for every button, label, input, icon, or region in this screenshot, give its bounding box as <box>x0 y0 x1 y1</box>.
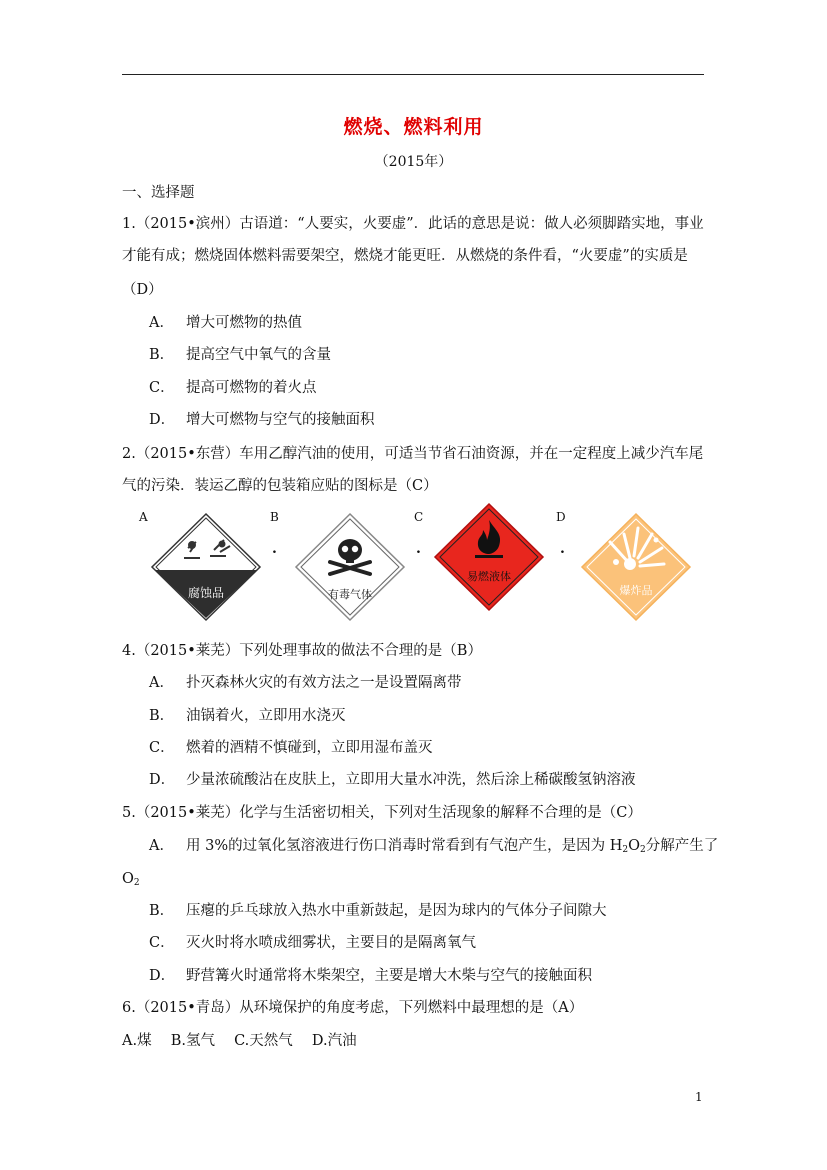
flammable-liquid-sign <box>433 502 545 612</box>
toxic-gas-sign <box>294 512 406 622</box>
q1-option-c: C． 提高可燃物的着火点 <box>149 380 317 396</box>
corrosive-sign <box>150 512 262 622</box>
q5-option-a-continuation: $O_2$ <box>122 871 140 888</box>
q1-line-1: 1.（2015•滨州）古语道：“人要实，火要虚”．此话的意思是说：做人必须脚踏实地，事业 <box>122 216 704 232</box>
q1-line-3: （D） <box>122 282 163 298</box>
q4-line-1: 4.（2015•莱芜）下列处理事故的做法不合理的是（B） <box>122 643 482 659</box>
q1-option-d: D． 增大可燃物与空气的接触面积 <box>149 412 375 428</box>
sign-label-b: B <box>270 510 279 524</box>
sign-label-c: C <box>414 510 424 524</box>
q4-option-d: D． 少量浓硫酸沾在皮肤上，立即用大量水冲洗，然后涂上稀碳酸氢钠溶液 <box>149 772 636 788</box>
q5-line-1: 5.（2015•莱芜）化学与生活密切相关，下列对生活现象的解释不合理的是（C） <box>122 805 642 821</box>
q2-line-2: 气的污染．装运乙醇的包装箱应贴的图标是（C） <box>122 478 438 494</box>
q4-option-c: C． 燃着的酒精不慎碰到，立即用湿布盖灭 <box>149 740 433 756</box>
q5-option-c: C． 灭火时将水喷成细雾状，主要目的是隔离氧气 <box>149 935 476 951</box>
q1-option-b: B． 提高空气中氧气的含量 <box>149 347 331 363</box>
q4-option-a: A． 扑灭森林火灾的有效方法之一是设置隔离带 <box>149 675 462 691</box>
toxic-gas-text: 有毒气体 <box>328 588 372 601</box>
section-heading: 一、选择题 <box>122 185 195 201</box>
q6-line-1: 6.（2015•青岛）从环境保护的角度考虑，下列燃料中最理想的是（A） <box>122 1000 584 1016</box>
q5-option-b: B． 压瘪的乒乓球放入热水中重新鼓起，是因为球内的气体分子间隙大 <box>149 903 607 919</box>
q4-option-b: B． 油锅着火，立即用水浇灭 <box>149 708 346 724</box>
explosive-text: 爆炸品 <box>619 584 653 597</box>
year-subtitle: （2015年） <box>374 154 453 170</box>
page-title: 燃烧、燃料利用 <box>343 116 484 138</box>
explosive-sign <box>580 512 692 622</box>
flammable-liquid-text: 易燃液体 <box>467 570 511 583</box>
corrosive-text: 腐蚀品 <box>187 586 225 600</box>
sign-dot-c: . <box>416 541 421 557</box>
q5-option-d: D． 野营篝火时通常将木柴架空，主要是增大木柴与空气的接触面积 <box>149 968 592 984</box>
q6-options: A.煤 B.氢气 C.天然气 D.汽油 <box>122 1033 357 1049</box>
header-rule <box>122 74 704 75</box>
sign-label-d: D <box>556 510 566 524</box>
q5-option-a: A． 用 3%的过氧化氢溶液进行伤口消毒时常看到有气泡产生，是因为 $H_2O_2$分解产生了 <box>149 838 719 855</box>
sign-dot-b: . <box>272 541 277 557</box>
sign-dot-d: . <box>560 541 565 557</box>
q1-option-a: A． 增大可燃物的热值 <box>149 315 302 331</box>
sign-label-a: A <box>139 510 148 524</box>
page-number: 1 <box>695 1090 703 1104</box>
q1-line-2: 才能有成；燃烧固体燃料需要架空，燃烧才能更旺．从燃烧的条件看，“火要虚”的实质是 <box>122 248 688 264</box>
q2-line-1: 2.（2015•东营）车用乙醇汽油的使用，可适当节省石油资源，并在一定程度上减少汽车尾 <box>122 446 704 462</box>
